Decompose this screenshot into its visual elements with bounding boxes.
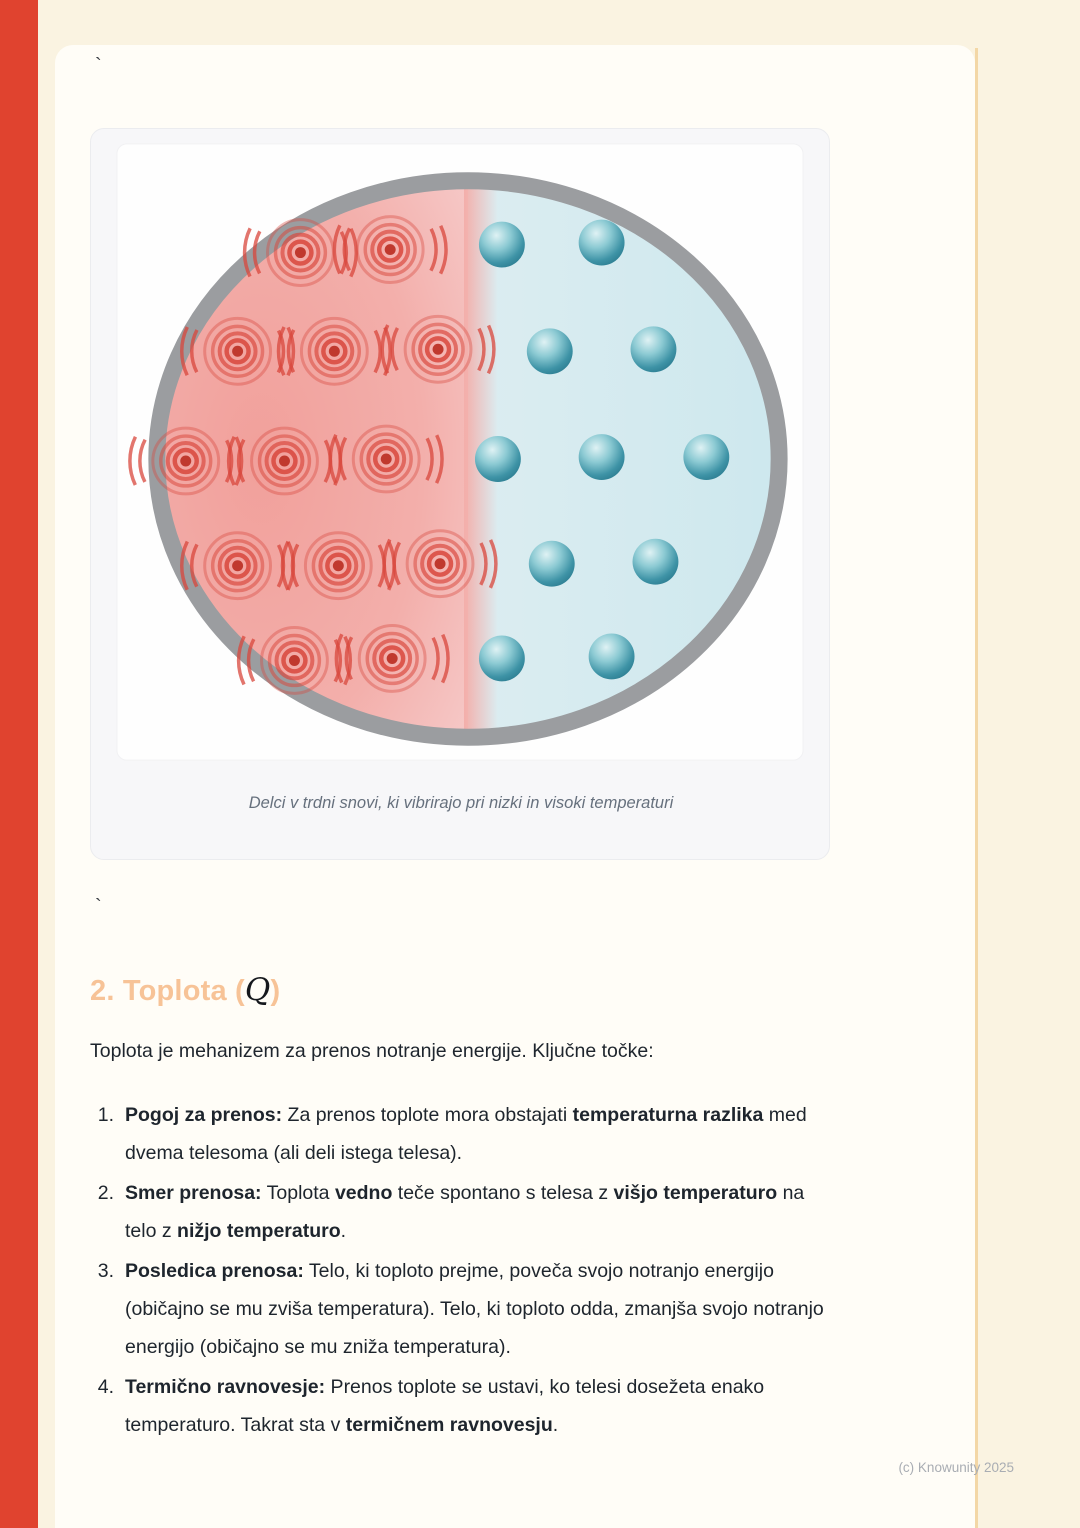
bold-text-segment: nižjo temperaturo [177,1220,341,1242]
list-item-number: 3. [97,1260,114,1282]
bold-text-segment: temperaturna razlika [572,1104,764,1126]
list-item [90,1368,850,1444]
text-segment: Za prenos toplote mora obstajati [282,1104,573,1126]
section-heading [90,972,975,1009]
bold-text-segment: vedno [334,1182,393,1204]
stray-backtick-bottom: ` [95,896,102,918]
list-item [90,1174,850,1250]
bold-text-segment: višjo temperaturo [613,1182,778,1204]
list-item [90,1252,850,1366]
list-item-number: 4. [97,1376,114,1398]
copyright-footer: (c) Knowunity 2025 [898,1460,1014,1475]
list-item [90,1096,850,1172]
bold-text-segment: termičnem ravnovesju [345,1414,553,1436]
bold-text-segment: Termično ravnovesje: [125,1376,326,1398]
figure-panel [90,128,830,860]
text-segment: med dvema telesoma (ali deli istega telesa). [125,1104,807,1164]
text-segment: na telo z [125,1182,805,1242]
text-segment: Prenos toplote se ustavi, ko telesi dosežeta enako temperaturo. Takrat sta v [125,1376,765,1436]
text-segment: . [552,1414,559,1436]
list-item-text [125,1174,825,1250]
list-item-text [125,1368,825,1444]
list-item-number: 2. [97,1182,114,1204]
document-page [55,45,975,1528]
text-segment: Toplota [261,1182,335,1204]
text-segment: teče spontano s telesa z [392,1182,614,1204]
key-points-list [90,1096,850,1444]
particles-illustration [91,129,829,789]
text-segment: Telo, ki toploto prejme, poveča svojo notranjo energijo (običajno se mu zviša temperatura). Telo, ki toploto odda, zmanjša svojo notranjo energijo (običajno se mu zniža temperatura). [125,1260,824,1358]
heading-suffix: ) [270,975,281,1007]
bold-text-segment: Smer prenosa: [125,1182,262,1204]
left-accent-stripe [0,0,38,1528]
section-intro: Toplota je mehanizem za prenos notranje energije. Ključne točke: [90,1040,654,1062]
right-margin-rule [975,48,978,1528]
list-item-text [125,1252,825,1366]
bold-text-segment: Posledica prenosa: [125,1260,304,1282]
heading-math-symbol-q: Q [244,972,271,1008]
stray-backtick-top: ` [95,55,102,77]
figure-caption: Delci v trdni snovi, ki vibrirajo pri nizki in visoki temperaturi [248,794,674,812]
list-item-text [125,1096,825,1172]
bold-text-segment: Pogoj za prenos: [125,1104,283,1126]
list-item-number: 1. [97,1104,114,1126]
heading-prefix: 2. Toplota ( [90,975,245,1007]
text-segment: . [340,1220,347,1242]
